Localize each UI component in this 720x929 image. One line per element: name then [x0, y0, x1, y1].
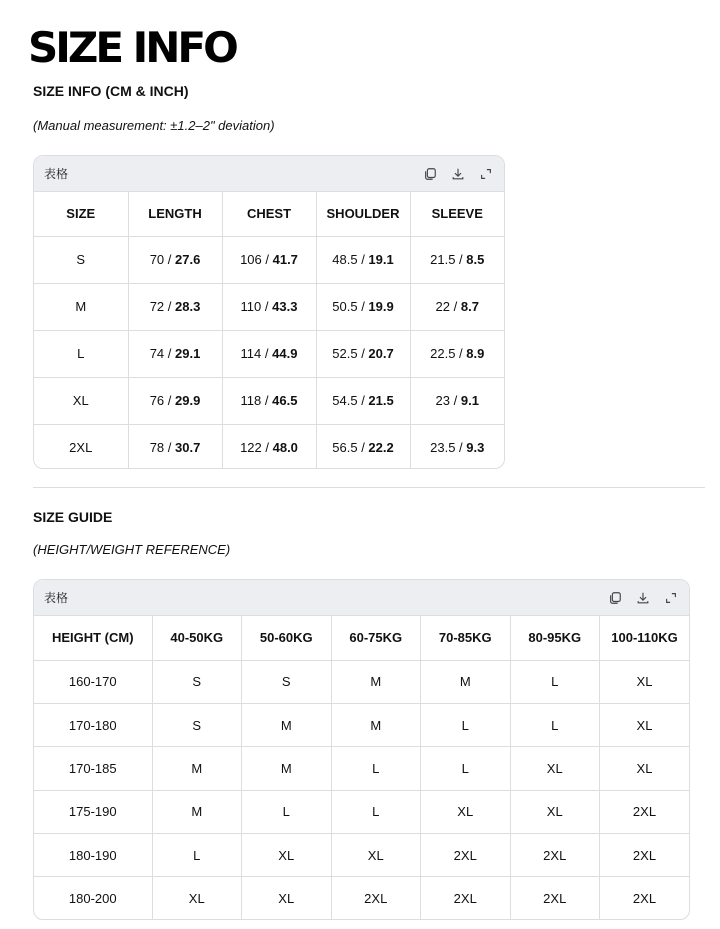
- table-row: [34, 877, 689, 920]
- separator: /: [455, 252, 467, 267]
- height-cell: 180-190: [34, 834, 152, 877]
- column-header: SHOULDER: [316, 192, 410, 236]
- size-cell: L: [331, 747, 421, 790]
- size-cell: XL: [600, 703, 690, 746]
- separator: /: [164, 440, 175, 456]
- inch-value: 9.3: [466, 440, 485, 456]
- cm-value: 110: [240, 299, 262, 314]
- cm-value: 72: [149, 299, 165, 314]
- table-row: [34, 330, 504, 377]
- inch-value: 8.7: [460, 299, 479, 314]
- size-cell: 2XL: [510, 834, 600, 877]
- inch-value: 19.9: [368, 299, 394, 314]
- cm-value: 74: [149, 346, 165, 361]
- measurement-cell: [316, 236, 410, 283]
- page-title: SIZE INFO: [28, 23, 236, 72]
- size-cell: XL: [242, 834, 332, 877]
- size-cell: XL: [600, 660, 690, 703]
- download-icon[interactable]: [450, 166, 466, 182]
- table-row: [34, 834, 689, 877]
- measurement-cell: [410, 283, 504, 330]
- expand-icon[interactable]: [478, 166, 494, 182]
- measurement-cell: [410, 424, 504, 469]
- table-row: [34, 236, 504, 283]
- cm-value: 106: [240, 252, 262, 267]
- size-cell: M: [421, 660, 511, 703]
- column-header: 60-75KG: [331, 616, 421, 660]
- separator: /: [357, 252, 369, 267]
- cm-value: 76: [149, 393, 165, 408]
- cm-value: 21.5: [430, 252, 456, 267]
- size-cell: M: [242, 703, 332, 746]
- separator: /: [261, 346, 273, 361]
- download-icon[interactable]: [635, 590, 651, 606]
- inch-value: 9.1: [460, 393, 479, 408]
- cm-value: 48.5: [332, 252, 358, 267]
- column-header: 50-60KG: [242, 616, 332, 660]
- measurement-cell: [128, 283, 222, 330]
- column-header: 80-95KG: [510, 616, 600, 660]
- size-cell: L: [242, 790, 332, 833]
- size-info-heading: SIZE INFO (CM & INCH): [33, 83, 189, 99]
- height-cell: 175-190: [34, 790, 152, 833]
- table-row: [34, 790, 689, 833]
- inch-value: 29.1: [175, 346, 201, 361]
- size-cell: L: [331, 790, 421, 833]
- measurement-cell: [128, 236, 222, 283]
- size-cell: S: [152, 703, 242, 746]
- separator: /: [164, 252, 175, 267]
- size-cell: 2XL: [510, 877, 600, 920]
- measurement-cell: [410, 236, 504, 283]
- separator: /: [450, 299, 461, 314]
- size-info-table-card: [33, 155, 505, 469]
- inch-value: 22.2: [368, 440, 394, 456]
- size-cell: XL: [331, 834, 421, 877]
- size-cell: XL: [34, 377, 128, 424]
- separator: /: [261, 393, 273, 408]
- expand-icon[interactable]: [663, 590, 679, 606]
- cm-value: 50.5: [332, 299, 358, 314]
- size-cell: XL: [510, 790, 600, 833]
- measurement-cell: [222, 424, 316, 469]
- size-guide-note: (HEIGHT/WEIGHT REFERENCE): [33, 542, 231, 557]
- separator: /: [357, 346, 369, 361]
- table-toolbar: [34, 580, 689, 616]
- table-label: 表格: [44, 591, 69, 605]
- table-row: [34, 283, 504, 330]
- measurement-cell: [316, 283, 410, 330]
- measurement-cell: [128, 424, 222, 469]
- table-row: [34, 747, 689, 790]
- column-header: HEIGHT (CM): [34, 616, 152, 660]
- measurement-cell: [222, 377, 316, 424]
- inch-value: 44.9: [272, 346, 298, 361]
- separator: /: [455, 440, 467, 456]
- size-info-table: [34, 192, 504, 469]
- separator: /: [455, 346, 467, 361]
- cm-value: 122: [240, 440, 262, 456]
- section-divider: [33, 487, 705, 488]
- cm-value: 23: [435, 393, 451, 408]
- size-cell: XL: [600, 747, 690, 790]
- size-cell: L: [510, 660, 600, 703]
- size-cell: 2XL: [34, 424, 128, 469]
- inch-value: 48.0: [272, 440, 298, 456]
- inch-value: 41.7: [272, 252, 298, 267]
- cm-value: 70: [149, 252, 165, 267]
- size-guide-table: [34, 616, 689, 920]
- inch-value: 21.5: [368, 393, 394, 408]
- table-label: 表格: [44, 167, 69, 181]
- table-row: [34, 660, 689, 703]
- separator: /: [164, 393, 175, 408]
- size-cell: XL: [242, 877, 332, 920]
- measurement-cell: [222, 236, 316, 283]
- measurement-cell: [316, 377, 410, 424]
- size-cell: M: [331, 660, 421, 703]
- table-toolbar: [34, 156, 504, 192]
- inch-value: 30.7: [175, 440, 201, 456]
- size-cell: 2XL: [331, 877, 421, 920]
- size-guide-table-card: [33, 579, 690, 920]
- size-cell: XL: [421, 790, 511, 833]
- inch-value: 28.3: [175, 299, 201, 314]
- size-cell: L: [152, 834, 242, 877]
- separator: /: [357, 440, 369, 456]
- column-header: 40-50KG: [152, 616, 242, 660]
- height-cell: 180-200: [34, 877, 152, 920]
- cm-value: 54.5: [332, 393, 358, 408]
- inch-value: 8.9: [466, 346, 485, 361]
- table-row: [34, 703, 689, 746]
- size-cell: 2XL: [632, 891, 657, 907]
- separator: /: [357, 393, 369, 408]
- separator: /: [261, 299, 273, 314]
- size-cell: 2XL: [600, 834, 690, 877]
- size-cell: M: [152, 747, 242, 790]
- size-cell: 2XL: [600, 790, 690, 833]
- cm-value: 22.5: [430, 346, 456, 361]
- cm-value: 118: [240, 393, 262, 408]
- cm-value: 114: [240, 346, 262, 361]
- size-cell: L: [34, 330, 128, 377]
- measurement-cell: [316, 330, 410, 377]
- separator: /: [450, 393, 461, 408]
- inch-value: 19.1: [368, 252, 394, 267]
- measurement-cell: [128, 377, 222, 424]
- size-cell: M: [331, 703, 421, 746]
- inch-value: 27.6: [175, 252, 201, 267]
- inch-value: 20.7: [368, 346, 394, 361]
- cm-value: 23.5: [430, 440, 456, 456]
- inch-value: 46.5: [272, 393, 298, 408]
- separator: /: [261, 252, 273, 267]
- size-cell: XL: [510, 747, 600, 790]
- size-cell: S: [152, 660, 242, 703]
- inch-value: 43.3: [272, 299, 298, 314]
- size-cell: S: [242, 660, 332, 703]
- measurement-cell: [410, 377, 504, 424]
- measurement-cell: [222, 283, 316, 330]
- cm-value: 78: [149, 440, 165, 456]
- size-info-note: (Manual measurement: ±1.2–2" deviation): [33, 118, 275, 133]
- copy-icon[interactable]: [422, 166, 438, 182]
- column-header: 70-85KG: [421, 616, 511, 660]
- size-cell: M: [242, 747, 332, 790]
- table-row: [34, 424, 504, 469]
- cm-value: 56.5: [332, 440, 358, 456]
- size-cell: XL: [152, 877, 242, 920]
- column-header: SIZE: [34, 192, 128, 236]
- height-cell: 160-170: [34, 660, 152, 703]
- measurement-cell: [410, 330, 504, 377]
- size-cell: L: [421, 747, 511, 790]
- measurement-cell: [316, 424, 410, 469]
- inch-value: 8.5: [466, 252, 485, 267]
- separator: /: [164, 346, 175, 361]
- cm-value: 22: [435, 299, 451, 314]
- separator: /: [357, 299, 369, 314]
- separator: /: [164, 299, 175, 314]
- size-guide-heading: SIZE GUIDE: [33, 509, 113, 525]
- column-header: SLEEVE: [410, 192, 504, 236]
- copy-icon[interactable]: [607, 590, 623, 606]
- table-row: [34, 377, 504, 424]
- size-cell: S: [34, 236, 128, 283]
- size-cell: L: [510, 703, 600, 746]
- cm-value: 52.5: [332, 346, 358, 361]
- size-cell: M: [34, 283, 128, 330]
- height-cell: 170-180: [34, 703, 152, 746]
- size-cell: 2XL: [421, 877, 511, 920]
- measurement-cell: [222, 330, 316, 377]
- inch-value: 29.9: [175, 393, 201, 408]
- column-header: LENGTH: [128, 192, 222, 236]
- column-header: 100-110KG: [600, 616, 690, 660]
- measurement-cell: [128, 330, 222, 377]
- size-cell: L: [421, 703, 511, 746]
- column-header: CHEST: [222, 192, 316, 236]
- height-cell: 170-185: [34, 747, 152, 790]
- separator: /: [261, 440, 273, 456]
- size-cell: 2XL: [421, 834, 511, 877]
- size-cell: M: [152, 790, 242, 833]
